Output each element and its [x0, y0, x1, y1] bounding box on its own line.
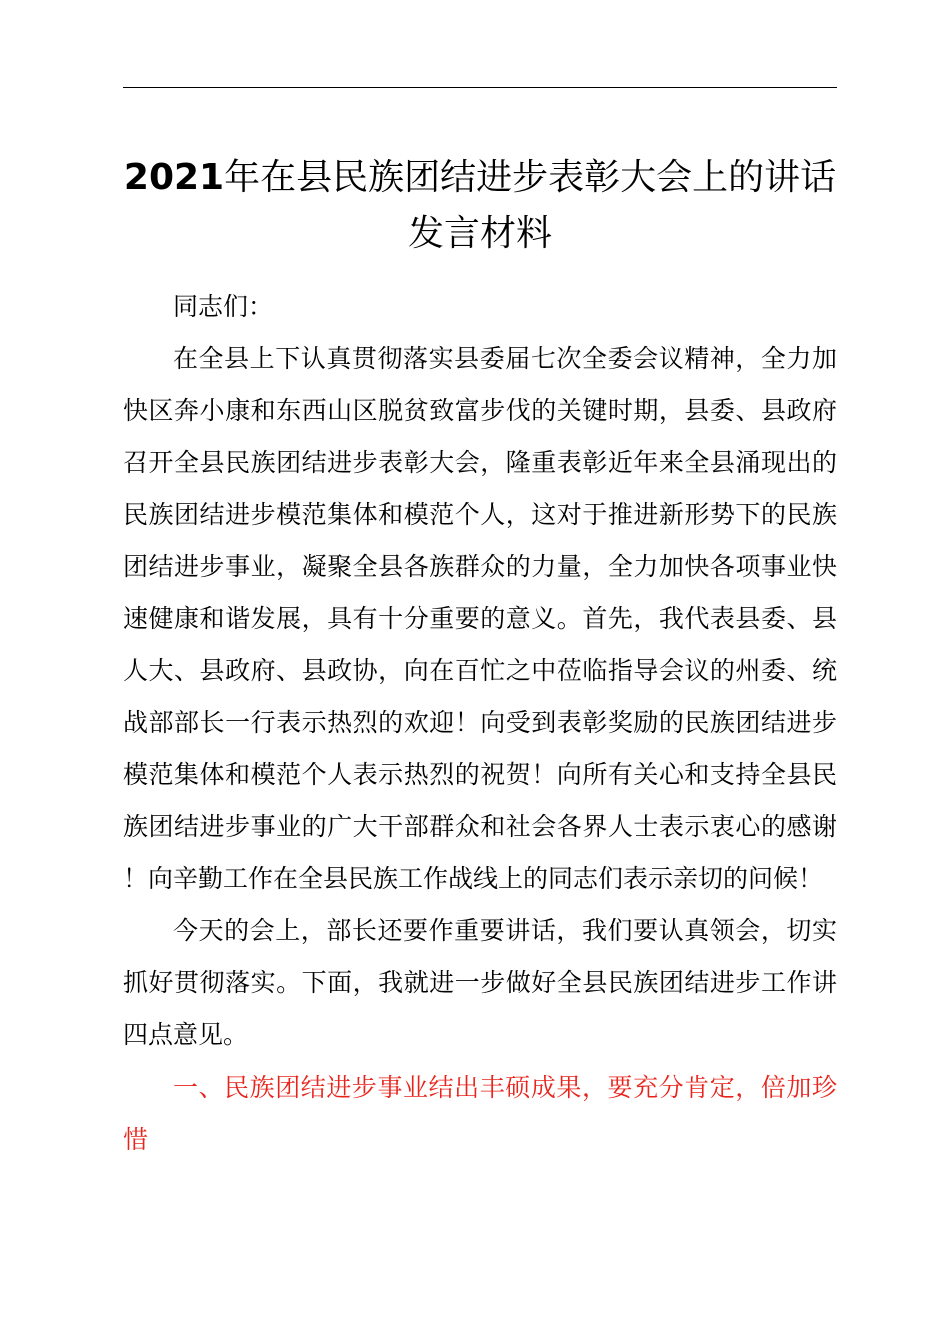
paragraph-outline: 今天的会上，部长还要作重要讲话，我们要认真领会，切实抓好贯彻落实。下面，我就进一步做好全县民族团结进步工作讲四点意见。 [123, 916, 837, 1049]
title-line-2: 发言材料 [407, 213, 552, 254]
header-rule [123, 87, 837, 88]
title-line-1 [123, 150, 837, 206]
paragraph-opening: 在全县上下认真贯彻落实县委届七次全委会议精神，全力加快区奔小康和东西山区脱贫致富步伐的关键时期，县委、县政府召开全县民族团结进步表彰大会，隆重表彰近年来全县涌现出的民族团结进步模范集体和模范个人，这对于推进新形势下的民族团结进步事业，凝聚全县各族群众的力量，全力加快各项事业快速健康和谐发展，具有十分重要的意义。首先，我代表县委、县人大、县政府、县政协，向在百忙之中莅临指导会议的州委、统战部部长一行表示热烈的欢迎！向受到表彰奖励的民族团结进步模范集体和模范个人表示热烈的祝贺！向所有关心和支持全县民族团结进步事业的广大干部群众和社会各界人士表示衷心的感谢！向辛勤工作在全县民族工作战线上的同志们表示亲切的问候！ [123, 344, 837, 893]
document-body [123, 281, 837, 1166]
section-heading: 一、民族团结进步事业结出丰硕成果，要充分肯定，倍加珍惜 [123, 1073, 837, 1154]
salutation: 同志们： [173, 292, 274, 321]
page-title [123, 150, 837, 262]
title-year: 2021 [123, 157, 225, 198]
title-line-1-text: 年在县民族团结进步表彰大会上的讲话 [224, 157, 837, 198]
